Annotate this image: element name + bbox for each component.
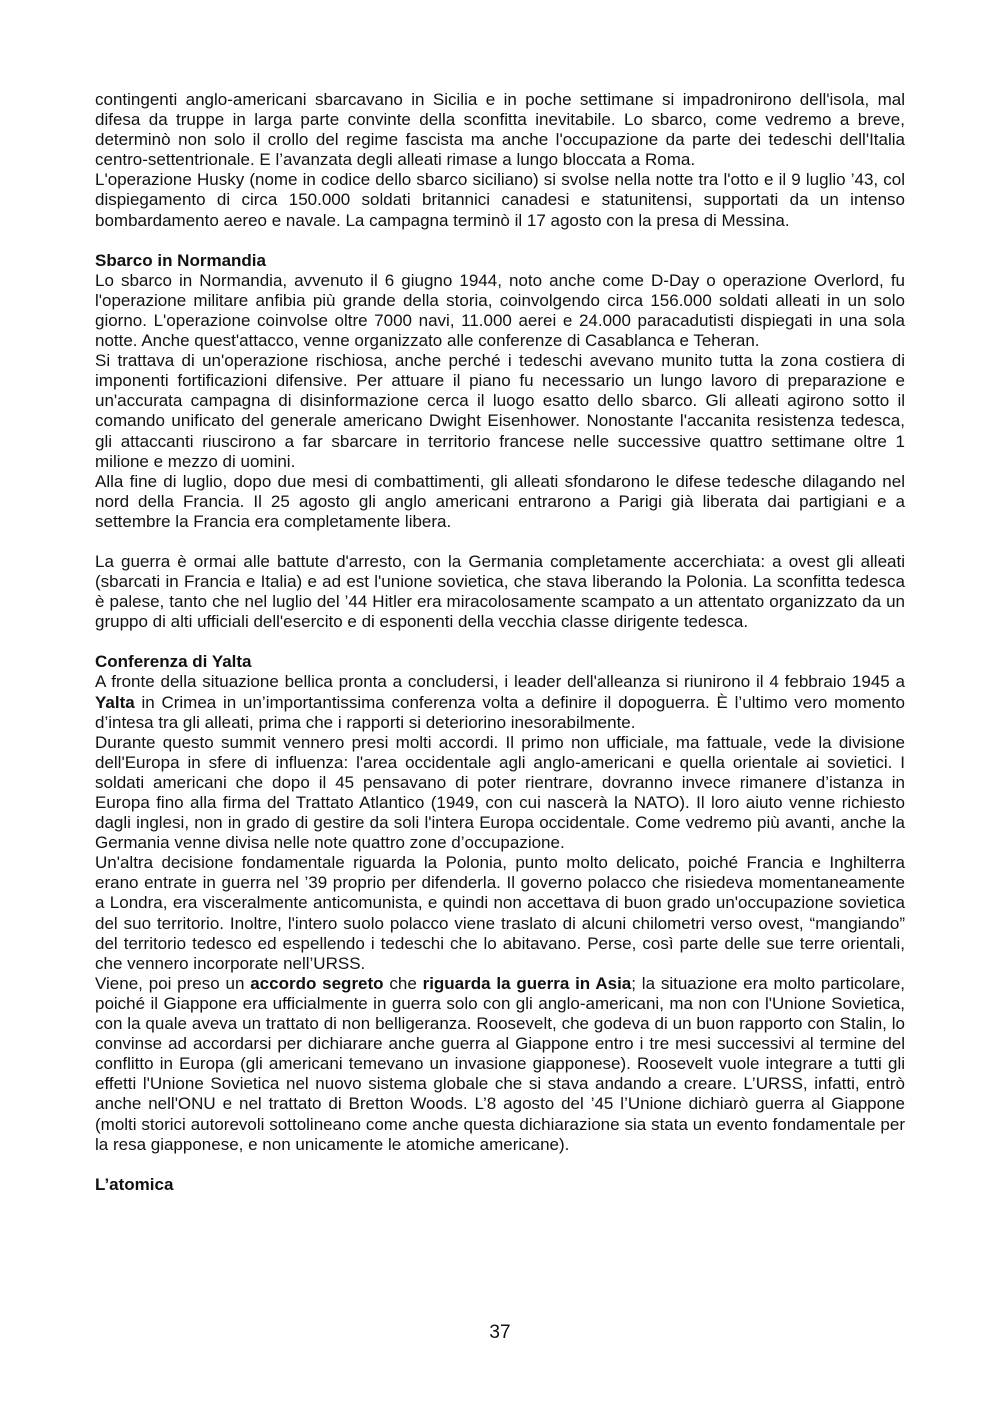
normandia-paragraph-3: Alla fine di luglio, dopo due mesi di combattimenti, gli alleati sfondarono le difese tedesche dilagando nel nord della Francia. Il 25 agosto gli anglo americani entrarono a Parigi già liberata dai partigiani e a settembre la Francia era completamente libera. bbox=[95, 471, 905, 531]
intro-paragraph-2: L'operazione Husky (nome in codice dello sbarco siciliano) si svolse nella notte tra l'otto e il 9 luglio ’43, col dispiegamento di circa 150.000 soldati britannici canadesi e statunitensi, supportati da un intenso bombardamento aereo e navale. La campagna terminò il 17 agosto con la presa di Messina. bbox=[95, 170, 905, 230]
intro-paragraph-1: contingenti anglo-americani sbarcavano in Sicilia e in poche settimane si impadronirono dell'isola, mal difesa da truppe in larga parte convinte della sconfitta inevitabile. Lo sbarco, come vedremo a breve, determinò non solo il crollo del regime fascista ma anche l'occupazione da parte dei tedeschi dell'Italia centro-settentrionale. E l’avanzata degli alleati rimase a lungo bloccata a Roma. bbox=[95, 90, 905, 170]
section-gap bbox=[95, 632, 905, 652]
yalta-p4-text-mid: che bbox=[383, 973, 423, 993]
yalta-paragraph-3: Un'altra decisione fondamentale riguarda la Polonia, punto molto delicato, poiché Francia e Inghilterra erano entrate in guerra nel ’39 proprio per difenderla. Il governo polacco che risiedeva momentaneamente a Londra, era visceralmente anticomunista, e quindi non accettava di buon grado un'occupazione sovietica del suo territorio. Inoltre, l'intero suolo polacco viene traslato di alcuni chilometri verso ovest, “mangiando” del territorio tedesco ed espellendo i tedeschi che lo abitavano. Perse, così parte delle sue terre orientali, che vennero incorporate nell’URSS. bbox=[95, 853, 905, 973]
section-heading-atomica: L’atomica bbox=[95, 1174, 174, 1194]
yalta-paragraph-4 bbox=[95, 974, 905, 1155]
section-gap bbox=[95, 1155, 905, 1175]
yalta-p1-text: A fronte della situazione bellica pronta a concludersi, i leader dell'alleanza si riunirono il 4 febbraio 1945 a bbox=[95, 672, 905, 692]
yalta-p4-bold-2: riguarda la guerra in Asia bbox=[422, 973, 632, 993]
yalta-p1-bold: Yalta bbox=[95, 692, 135, 712]
normandia-paragraph-1: Lo sbarco in Normandia, avvenuto il 6 giugno 1944, noto anche come D-Day o operazione Overlord, fu l'operazione militare anfibia più grande della storia, coinvolgendo circa 156.000 soldati alleati in un solo giorno. L'operazione coinvolse oltre 7000 navi, 11.000 aerei e 24.000 paracadutisti dispiegati in una sola notte. Anche quest'attacco, venne organizzato alle conferenze di Casablanca e Teheran. bbox=[95, 270, 905, 351]
yalta-p4-text-end: ; la situazione era molto particolare, poiché il Giappone era ufficialmente in guerra solo con gli anglo-americani, ma non con l'Unione Sovietica, con la quale aveva un trattato di non belligeranza. Roosevelt, che godeva di un buon rapporto con Stalin, lo convinse ad accordarsi per dichiarare anche guerra al Giappone entro i tre mesi successivi al termine del conflitto in Europa (gli americani temevano un invasione giapponese). Roosevelt vuole integrare a tutti gli effetti l'Unione Sovietica nel nuovo sistema globale che si stava andando a creare. L’URSS, infatti, entrò anche nell'ONU e nel trattato di Bretton Woods. L’8 agosto del ’45 l’Unione dichiarò guerra al Giappone (molti storici autorevoli sottolineano come anche questa dichiarazione sia stata un evento fondamentale per la resa giapponese, e non unicamente le atomiche americane). bbox=[95, 973, 905, 1154]
section-heading-normandia: Sbarco in Normandia bbox=[95, 250, 266, 270]
yalta-p4-bold-1: accordo segreto bbox=[250, 973, 384, 993]
normandia-paragraph-2: Si trattava di un'operazione rischiosa, anche perché i tedeschi avevano munito tutta la zona costiera di imponenti fortificazioni difensive. Per attuare il piano fu necessario un lungo lavoro di preparazione e un'accurata campagna di disinformazione cerca il luogo esatto dello sbarco. Gli alleati agirono sotto il comando unificato del generale americano Dwight Eisenhower. Nonostante l'accanita resistenza tedesca, gli attaccanti riuscirono a far sbarcare in territorio francese nelle successive quattro settimane oltre 1 milione e mezzo di uomini. bbox=[95, 351, 905, 471]
yalta-paragraph-1 bbox=[95, 672, 905, 732]
normandia-paragraph-4: La guerra è ormai alle battute d'arresto, con la Germania completamente accerchiata: a ovest gli alleati (sbarcati in Francia e Italia) e ad est l'unione sovietica, che stava liberando la Polonia. La sconfitta tedesca è palese, tanto che nel luglio del ’44 Hitler era miracolosamente scampato a un attentato organizzato da un gruppo di alti ufficiali dell'esercito e di esponenti della vecchia classe dirigente tedesca. bbox=[95, 551, 905, 632]
yalta-p4-text: Viene, poi preso un bbox=[95, 973, 251, 993]
yalta-p1-text-end: in Crimea in un’importantissima conferenza volta a definire il dopoguerra. È l’ultimo vero momento d’intesa tra gli alleati, prima che i rapporti si deteriorino inesorabilmente. bbox=[95, 692, 905, 732]
section-heading-yalta: Conferenza di Yalta bbox=[95, 652, 252, 672]
page-number: 37 bbox=[489, 1322, 511, 1343]
section-gap bbox=[95, 532, 905, 552]
section-gap bbox=[95, 231, 905, 251]
yalta-paragraph-2: Durante questo summit vennero presi molti accordi. Il primo non ufficiale, ma fattuale, vede la divisione dell'Europa in sfere di influenza: l'area occidentale agli anglo-americani e quella orientale ai sovietici. I soldati americani che dopo il 45 pensavano di poter rientrare, dovranno invece rimanere d’istanza in Europa fino alla firma del Trattato Atlantico (1949, con cui nascerà la NATO). Il loro aiuto venne richiesto dagli inglesi, non in grado di gestire da soli l'intera Europa occidentale. Come vedremo più avanti, anche la Germania venne divisa nelle note quattro zone d’occupazione. bbox=[95, 732, 905, 853]
document-page bbox=[95, 90, 905, 1195]
